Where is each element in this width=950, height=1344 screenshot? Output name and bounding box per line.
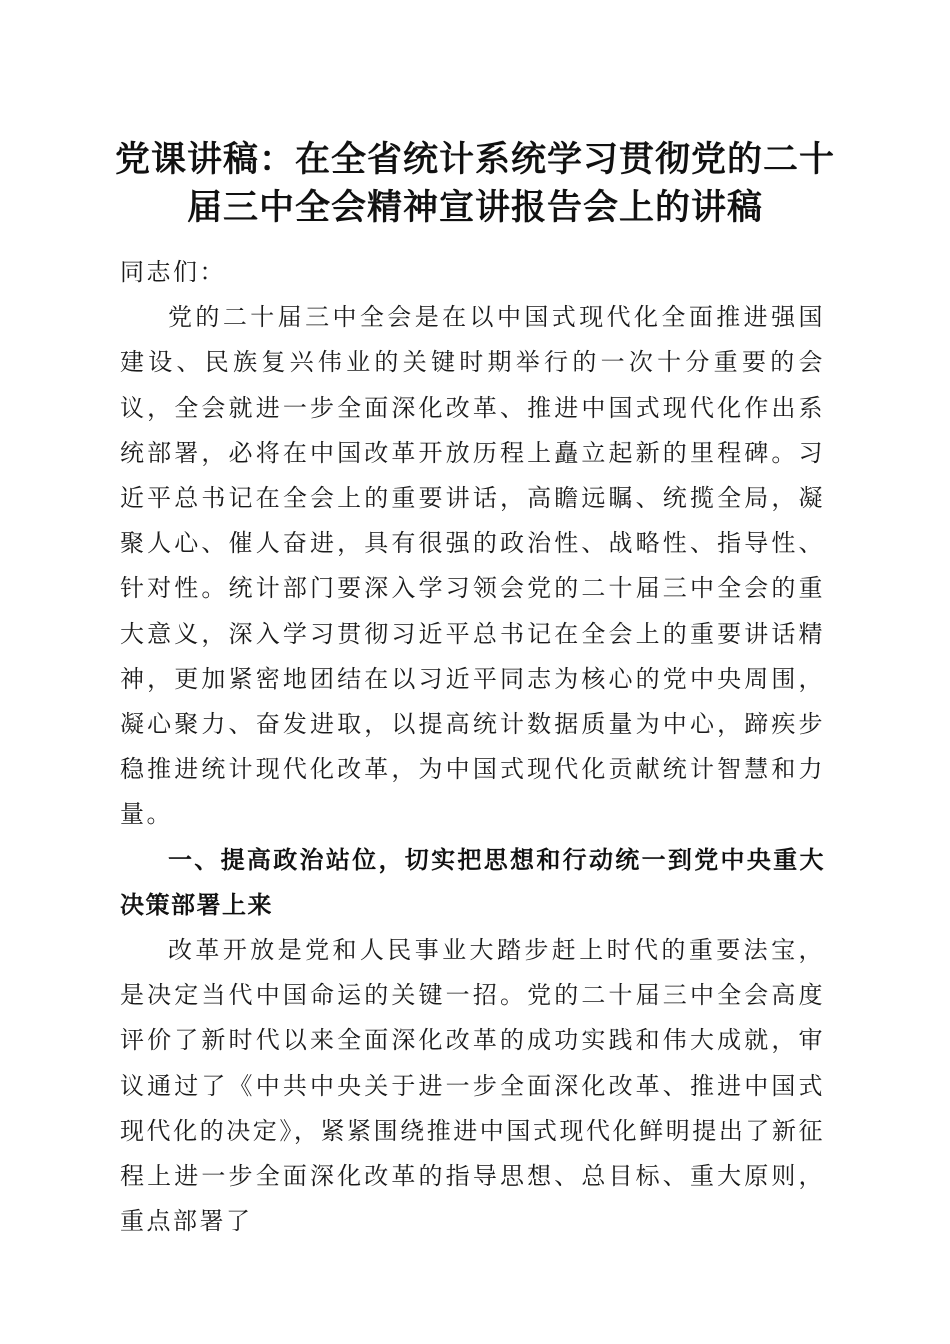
paragraph-intro: 党的二十届三中全会是在以中国式现代化全面推进强国建设、民族复兴伟业的关键时期举行的一次十分重要的会议，全会就进一步全面深化改革、推进中国式现代化作出系统部署，必将在中国改革开放历程上矗立起新的里程碑。习近平总书记在全会上的重要讲话，高瞻远瞩、统揽全局，凝聚人心、催人奋进，具有很强的政治性、战略性、指导性、针对性。统计部门要深入学习领会党的二十届三中全会的重大意义，深入学习贯彻习近平总书记在全会上的重要讲话精神，更加紧密地团结在以习近平同志为核心的党中央周围，凝心聚力、奋发进取，以提高统计数据质量为中心，蹄疾步稳推进统计现代化改革，为中国式现代化贡献统计智慧和力量。 (120, 303, 825, 829)
document-title: 党课讲稿：在全省统计系统学习贯彻党的二十届三中全会精神宣讲报告会上的讲稿 (114, 139, 835, 228)
greeting: 同志们： (120, 258, 226, 286)
document-body (120, 250, 825, 1244)
paragraph-section-1: 改革开放是党和人民事业大踏步赶上时代的重要法宝，是决定当代中国命运的关键一招。党的二十届三中全会高度评价了新时代以来全面深化改革的成功实践和伟大成就，审议通过了《中共中央关于进一步全面深化改革、推进中国式现代化的决定》，紧紧围绕推进中国式现代化鲜明提出了新征程上进一步全面深化改革的指导思想、总目标、重大原则，重点部署了 (120, 936, 825, 1236)
section-heading-1: 一、提高政治站位，切实把思想和行动统一到党中央重大决策部署上来 (120, 845, 825, 919)
